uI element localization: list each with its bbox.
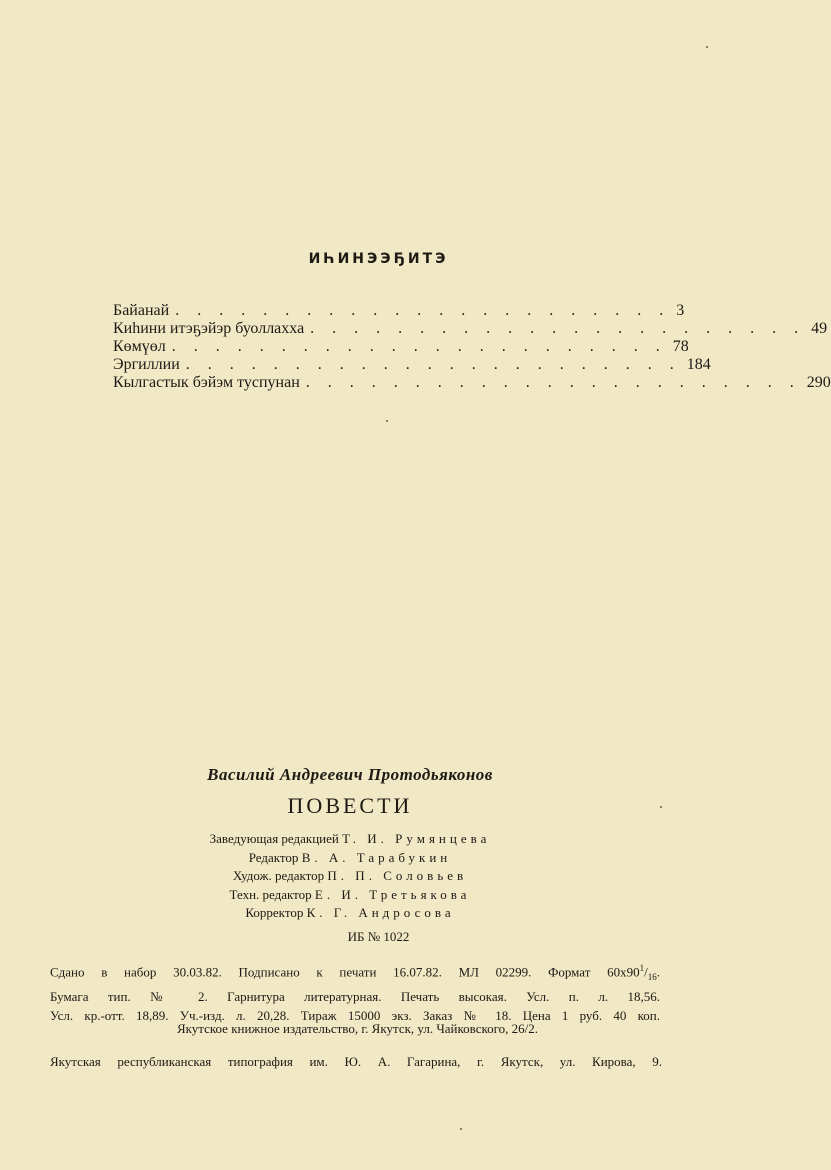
toc-entry-page: 290: [806, 374, 831, 391]
toc-entry-label: Киһини итэҕэйэр буоллахха: [113, 320, 305, 337]
credit-role: Техн. редактор: [229, 886, 312, 902]
print-speck: [706, 46, 708, 48]
credit-person: В. А. Тарабукин: [301, 849, 452, 865]
credit-line: [140, 886, 560, 905]
credit-role: Заведующая редакцией: [209, 831, 339, 846]
credit-line: [140, 849, 560, 868]
format-numerator: 1: [639, 963, 645, 973]
print-specs-line: Сдано в набор 30.03.82. Подписано к печати 16.07.82. МЛ 02299. Формат $60x90^1/_{16}$.: [50, 963, 660, 982]
toc-entry: [113, 374, 831, 392]
toc-leader-dots: . . . . . . . . . . . . . . . . . . . . . . .: [185, 356, 681, 373]
print-specs-line: Усл. кр.-отт. 18,89. Уч.-изд. л. 20,28. Тираж 15000 экз. Заказ № 18. Цена 1 руб. 40 коп.: [50, 1007, 660, 1023]
author-name: Василий Андреевич Протодьяконов: [207, 765, 493, 784]
toc-entry-page: 184: [686, 356, 711, 373]
toc-entry-label: Байанай: [113, 302, 170, 319]
print-specs-line: Бумага тип. № 2. Гарнитура литературная. Печать высокая. Усл. п. л. 18,56.: [50, 988, 660, 1004]
toc-entry: [113, 302, 685, 320]
table-of-contents: [113, 302, 831, 392]
credit-line: [140, 867, 560, 886]
toc-entry: [113, 356, 711, 374]
credit-role: Корректор: [245, 905, 304, 920]
format-denominator: 16: [647, 971, 657, 982]
toc-entry-label: Эргиллии: [113, 356, 180, 373]
publisher-address: Якутское книжное издательство, г. Якутск, ул. Чайковского, 26/2.: [176, 1021, 539, 1036]
toc-entry-page: 3: [676, 302, 685, 319]
credit-line: [140, 904, 560, 923]
toc-leader-dots: . . . . . . . . . . . . . . . . . . . . . . .: [310, 320, 806, 337]
toc-entry: [113, 320, 828, 338]
toc-leader-dots: . . . . . . . . . . . . . . . . . . . . . . .: [171, 338, 667, 355]
print-speck: [460, 1128, 462, 1130]
printer-address: Якутская республиканская типография им. Ю. А. Гагарина, г. Якутск, ул. Кирова, 9.: [50, 1054, 662, 1069]
print-speck: [386, 420, 388, 422]
credit-person: Т. И. Румянцева: [342, 831, 491, 846]
print-specs-end: .: [656, 964, 660, 980]
credits-block: [140, 830, 560, 923]
toc-entry-label: Кылгастык бэйэм туспунан: [113, 374, 300, 391]
toc-entry-page: 49: [811, 320, 828, 337]
toc-entry-label: Көмүөл: [113, 338, 166, 355]
toc-leader-dots: . . . . . . . . . . . . . . . . . . . . . . .: [305, 374, 801, 391]
credit-person: Е. И. Третьякова: [314, 886, 471, 902]
ib-number: ИБ № 1022: [347, 929, 410, 944]
credit-role: Худож. редактор: [232, 868, 325, 883]
credit-line: [140, 830, 560, 849]
credit-person: П. П. Соловьев: [327, 868, 468, 883]
credit-role: Редактор: [248, 849, 299, 865]
toc-entry-page: 78: [672, 338, 689, 355]
credit-person: К. Г. Андросова: [306, 905, 455, 920]
print-specs: [50, 959, 660, 1025]
toc-title: ИҺИНЭЭҔИТЭ: [308, 251, 449, 267]
toc-leader-dots: . . . . . . . . . . . . . . . . . . . . . . .: [175, 302, 671, 319]
book-title: ПОВЕСТИ: [287, 793, 413, 818]
toc-entry: [113, 338, 689, 356]
print-specs-text: Сдано в набор 30.03.82. Подписано к печати 16.07.82. МЛ 02299. Формат 60x90: [50, 964, 640, 980]
